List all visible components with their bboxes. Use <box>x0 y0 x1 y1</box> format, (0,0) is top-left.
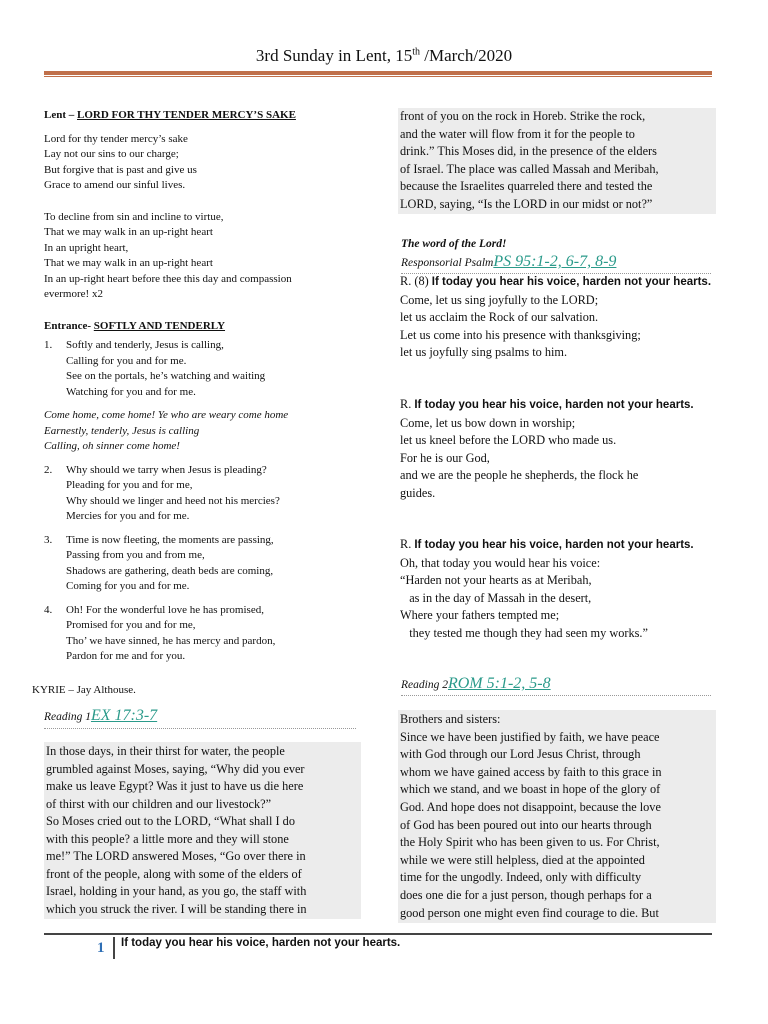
verse-line: Softly and tenderly, Jesus is calling, <box>66 339 224 351</box>
chorus-line: Earnestly, tenderly, Jesus is calling <box>44 424 200 437</box>
reading-line: which you struck the river. I will be standing there in <box>46 901 307 916</box>
reading2-label: Reading 2ROM 5:1-2, 5-8 <box>401 675 711 696</box>
psalm-line: Come, let us sing joyfully to the LORD; <box>400 292 599 307</box>
hymn1-title: LORD FOR THY TENDER MERCY’S SAKE <box>77 109 296 121</box>
reading-line: of Israel. The place was called Massah and Meribah, <box>400 161 659 176</box>
verse-line: Coming for you and for me. <box>66 580 190 592</box>
hymn-line: That we may walk in an up-right heart <box>44 226 213 238</box>
verse-row <box>44 338 362 400</box>
psalm-response-1: R. (8) If today you hear his voice, harden not your hearts. <box>400 274 712 288</box>
reading-line: and the water will flow from it for the people to <box>400 126 635 141</box>
verse-line: Promised for you and for me, <box>66 619 196 631</box>
verse-line: Passing from you and from me, <box>66 549 205 561</box>
reading-line: me!” The LORD answered Moses, “Go over there in <box>46 849 306 863</box>
reading-line: So Moses cried out to the LORD, “What shall I do <box>46 814 295 828</box>
reading-line: God. And hope does not disappoint, because the love <box>400 799 661 814</box>
reading-line: good person one might even find courage to die. But <box>400 905 659 920</box>
reading2-text <box>398 710 716 923</box>
reading1-continued <box>398 108 716 214</box>
reading-line: drink.” This Moses did, in the presence of the elders <box>400 144 657 159</box>
footer-divider <box>113 937 115 959</box>
verse-number: 1. <box>44 339 53 351</box>
reading-line: the Holy Spirit who has been given to us. For Christ, <box>400 835 660 850</box>
hymn-line: But forgive that is past and give us <box>44 163 197 176</box>
psalm-line: Let us come into his presence with thanksgiving; <box>400 327 641 342</box>
page-number: 1 <box>97 940 105 956</box>
hymn-line: Grace to amend our sinful lives. <box>44 179 186 191</box>
hymn1-heading: Lent – LORD FOR THY TENDER MERCY’S SAKE <box>44 109 296 121</box>
reading-line: with God through our Lord Jesus Christ, through <box>400 747 641 762</box>
hymn-line: In an upright heart, <box>44 241 129 254</box>
psalm-line: Come, let us bow down in worship; <box>400 415 576 430</box>
psalm-stanza-1 <box>400 273 712 362</box>
reading-line: with this people? a little more and they will stone <box>46 831 289 846</box>
psalm-line: “Harden not your hearts as at Meribah, <box>400 573 592 588</box>
verse-line: Why should we tarry when Jesus is pleading? <box>66 463 267 476</box>
verse-number: 2. <box>44 463 53 476</box>
psalm-ref-link[interactable]: PS 95:1-2, 6-7, 8-9 <box>493 253 617 270</box>
hymn2-title: SOFTLY AND TENDERLY <box>93 319 226 332</box>
psalm-line: as in the day of Massah in the desert, <box>400 590 592 605</box>
left-column <box>44 108 362 665</box>
psalm-label: Responsorial PsalmPS 95:1-2, 6-7, 8-9 <box>401 253 711 274</box>
reading-line: time for the ungodly. Indeed, only with difficulty <box>400 870 642 885</box>
header-rule <box>44 71 712 75</box>
page-title: 3rd Sunday in Lent, 15th /March/2020 <box>255 46 513 65</box>
psalm-line: let us acclaim the Rock of our salvation. <box>400 310 599 325</box>
word-of-the-lord: The word of the Lord! <box>401 238 507 250</box>
verse-line: Tho’ we have sinned, he has mercy and pardon, <box>66 634 276 647</box>
reading-line: In those days, in their thirst for water, the people <box>46 744 285 758</box>
psalm-line: let us joyfully sing psalms to him. <box>400 345 568 360</box>
psalm-line: they tested me though they had seen my works.” <box>400 625 648 640</box>
hymn2-heading: Entrance- SOFTLY AND TENDERLY <box>44 319 226 332</box>
verse-line: Pardon for me and for you. <box>66 650 186 662</box>
verse-line: Time is now fleeting, the moments are passing, <box>66 533 274 546</box>
psalm-line: Where your fathers tempted me; <box>400 608 560 623</box>
hymn-line: That we may walk in an up-right heart <box>44 257 213 269</box>
reading-line: does one die for a just person, though perhaps for a <box>400 887 652 902</box>
verse-line: Watching for you and for me. <box>66 385 196 398</box>
reading-line: Israel, holding in your hand, as you go, the staff with <box>46 884 307 898</box>
footer-text: If today you hear his voice, harden not your hearts. <box>121 937 401 949</box>
psalm-line: For he is our God, <box>400 450 490 465</box>
reading-line: which we stand, and we boast in hope of the glory of <box>400 782 661 797</box>
reading-line: of thirst with our children and our livestock?” <box>46 796 272 811</box>
reading2-ref-link[interactable]: ROM 5:1-2, 5-8 <box>447 675 551 692</box>
hymn2-verse-3 <box>44 533 362 595</box>
hymn1-stanza1 <box>44 132 362 194</box>
hymn-line: Lay not our sins to our charge; <box>44 148 179 160</box>
hymn2-verse-4 <box>44 603 362 665</box>
psalm-response-2: R. If today you hear his voice, harden not your hearts. <box>400 397 694 411</box>
reading-line: make us leave Egypt? Was it just to have us die here <box>46 779 304 793</box>
hymn-line: evermore! x2 <box>44 288 103 300</box>
reading1-text <box>44 742 361 919</box>
psalm-line: and we are the people he shepherds, the flock he <box>400 468 639 483</box>
psalm-line: let us kneel before the LORD who made us. <box>400 433 617 448</box>
psalm-stanza-2 <box>400 396 712 503</box>
kyrie-line: KYRIE – Jay Althouse. <box>32 684 136 696</box>
reading1-label: Reading 1EX 17:3-7 <box>44 707 356 729</box>
hymn-line: To decline from sin and incline to virtue, <box>44 210 224 223</box>
verse-row <box>44 533 362 595</box>
reading-line: of God has been poured out into our hearts through <box>400 817 652 832</box>
verse-row <box>44 463 362 525</box>
header-rule-thin <box>44 76 712 77</box>
reading-line: front of you on the rock in Horeb. Strike the rock, <box>400 109 646 123</box>
chorus-line: Calling, oh sinner come home! <box>44 440 180 452</box>
hymn-line: Lord for thy tender mercy’s sake <box>44 132 188 145</box>
reading-line: LORD, saying, “Is the LORD in our midst or not?” <box>400 196 653 211</box>
psalm-stanza-3 <box>400 536 712 643</box>
hymn-line: In an up-right heart before thee this day and compassion <box>44 272 292 285</box>
reading-line: Since we have been justified by faith, we have peace <box>400 729 660 744</box>
reading-line: Brothers and sisters: <box>400 712 501 726</box>
reading-line: whom we have gained access by faith to this grace in <box>400 764 662 779</box>
hymn2-chorus <box>44 408 362 455</box>
verse-number: 3. <box>44 533 53 546</box>
verse-line: Shadows are gathering, death beds are coming, <box>66 564 274 577</box>
verse-row <box>44 603 362 665</box>
chorus-line: Come home, come home! Ye who are weary come home <box>44 409 289 421</box>
verse-line: Pleading for you and for me, <box>66 479 193 491</box>
reading1-ref-link[interactable]: EX 17:3-7 <box>90 707 158 724</box>
verse-line: See on the portals, he’s watching and waiting <box>66 370 266 382</box>
reading-line: front of the people, along with some of the elders of <box>46 866 302 881</box>
reading-line: grumbled against Moses, saying, “Why did you ever <box>46 761 305 776</box>
hymn2-verse-2 <box>44 463 362 525</box>
hymn2-verse-1 <box>44 338 362 400</box>
psalm-line: Oh, that today you would hear his voice: <box>400 555 601 570</box>
psalm-line: guides. <box>400 485 436 500</box>
verse-line: Why should we linger and heed not his mercies? <box>66 494 280 507</box>
reading-line: while we were still helpless, died at the appointed <box>400 852 645 867</box>
verse-line: Oh! For the wonderful love he has promised, <box>66 603 264 616</box>
psalm-response-3: R. If today you hear his voice, harden not your hearts. <box>400 537 694 551</box>
hymn1-stanza2 <box>44 210 362 303</box>
reading-line: because the Israelites quarreled there and tested the <box>400 179 653 194</box>
verse-line: Calling for you and for me. <box>66 354 187 367</box>
verse-number: 4. <box>44 603 53 616</box>
verse-line: Mercies for you and for me. <box>66 510 190 522</box>
footer-rule <box>44 933 712 935</box>
